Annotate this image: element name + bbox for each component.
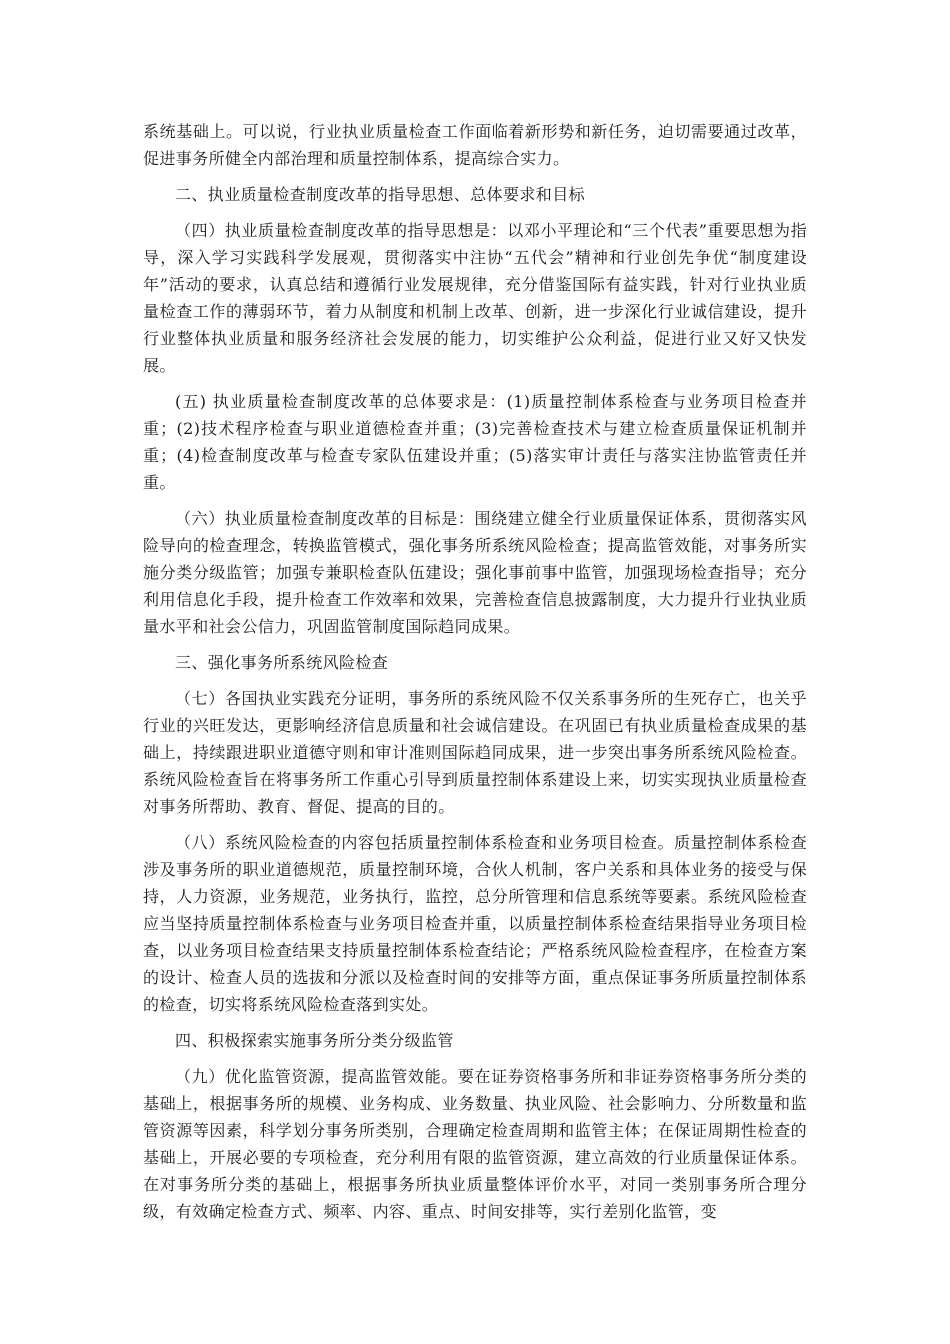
section-heading-2: 二、执业质量检查制度改革的指导思想、总体要求和目标 bbox=[175, 185, 586, 204]
section-heading-3: 三、强化事务所系统风险检查 bbox=[175, 653, 389, 672]
paragraph-9: （九）优化监管资源，提高监管效能。要在证券资格事务所和非证券资格事务所分类的基础上，根据事务所的规模、业务构成、业务数量、执业风险、社会影响力、分所数量和监管资源等因素，科学划分事务所类别，合理确定检查周期和监管主体；在保证周期性检查的基础上，开展必要的专项检查，充分利用有限的监管资源，建立高效的行业质量保证体系。在对事务所分类的基础上，根据事务所执业质量整体评价水平，对同一类别事务所合理分级，有效确定检查方式、频率、内容、重点、时间安排等，实行差别化监管，变 bbox=[143, 1067, 807, 1221]
paragraph-4: （四）执业质量检查制度改革的指导思想是：以邓小平理论和“三个代表”重要思想为指导，深入学习实践科学发展观，贯彻落实中注协“五代会”精神和行业创先争优“制度建设年”活动的要求，认真总结和遵循行业发展规律，充分借鉴国际有益实践，针对行业执业质量检查工作的薄弱环节，着力从制度和机制上改革、创新，进一步深化行业诚信建设，提升行业整体执业质量和服务经济社会发展的能力，切实维护公众利益，促进行业又好又快发展。 bbox=[143, 221, 807, 375]
paragraph-6: （六）执业质量检查制度改革的目标是：围绕建立健全行业质量保证体系，贯彻落实风险导向的检查理念，转换监管模式，强化事务所系统风险检查；提高监管效能，对事务所实施分类分级监管；加强专兼职检查队伍建设；强化事前事中监管，加强现场检查指导；充分利用信息化手段，提升检查工作效率和效果，完善检查信息披露制度，大力提升行业执业质量水平和社会公信力，巩固监管制度国际趋同成果。 bbox=[143, 509, 807, 636]
paragraph-8: （八）系统风险检查的内容包括质量控制体系检查和业务项目检查。质量控制体系检查涉及事务所的职业道德规范，质量控制环境，合伙人机制，客户关系和具体业务的接受与保持，人力资源，业务规范，业务执行，监控，总分所管理和信息系统等要素。系统风险检查应当坚持质量控制体系检查与业务项目检查并重，以质量控制体系检查结果指导业务项目检查，以业务项目检查结果支持质量控制体系检查结论；严格系统风险检查程序，在检查方案的设计、检查人员的选拔和分派以及检查时间的安排等方面，重点保证事务所质量控制体系的检查，切实将系统风险检查落到实处。 bbox=[143, 833, 807, 1014]
section-heading-4: 四、积极探索实施事务所分类分级监管 bbox=[175, 1031, 454, 1050]
paragraph-5: (五) 执业质量检查制度改革的总体要求是：(1)质量控制体系检查与业务项目检查并重；(2)技术程序检查与职业道德检查并重；(3)完善检查技术与建立检查质量保证机制并重；(4)检查制度改革与检查专家队伍建设并重；(5)落实审计责任与落实注协监管责任并重。 bbox=[143, 392, 807, 492]
paragraph-continuation: 系统基础上。可以说，行业执业质量检查工作面临着新形势和新任务，迫切需要通过改革，促进事务所健全内部治理和质量控制体系，提高综合实力。 bbox=[143, 122, 807, 168]
paragraph-7: （七）各国执业实践充分证明，事务所的系统风险不仅关系事务所的生死存亡，也关乎行业的兴旺发达，更影响经济信息质量和社会诚信建设。在巩固已有执业质量检查成果的基础上，持续跟进职业道德守则和审计准则国际趋同成果，进一步突出事务所系统风险检查。系统风险检查旨在将事务所工作重心引导到质量控制体系建设上来，切实实现执业质量检查对事务所帮助、教育、督促、提高的目的。 bbox=[143, 689, 807, 816]
document-body bbox=[143, 118, 807, 1234]
